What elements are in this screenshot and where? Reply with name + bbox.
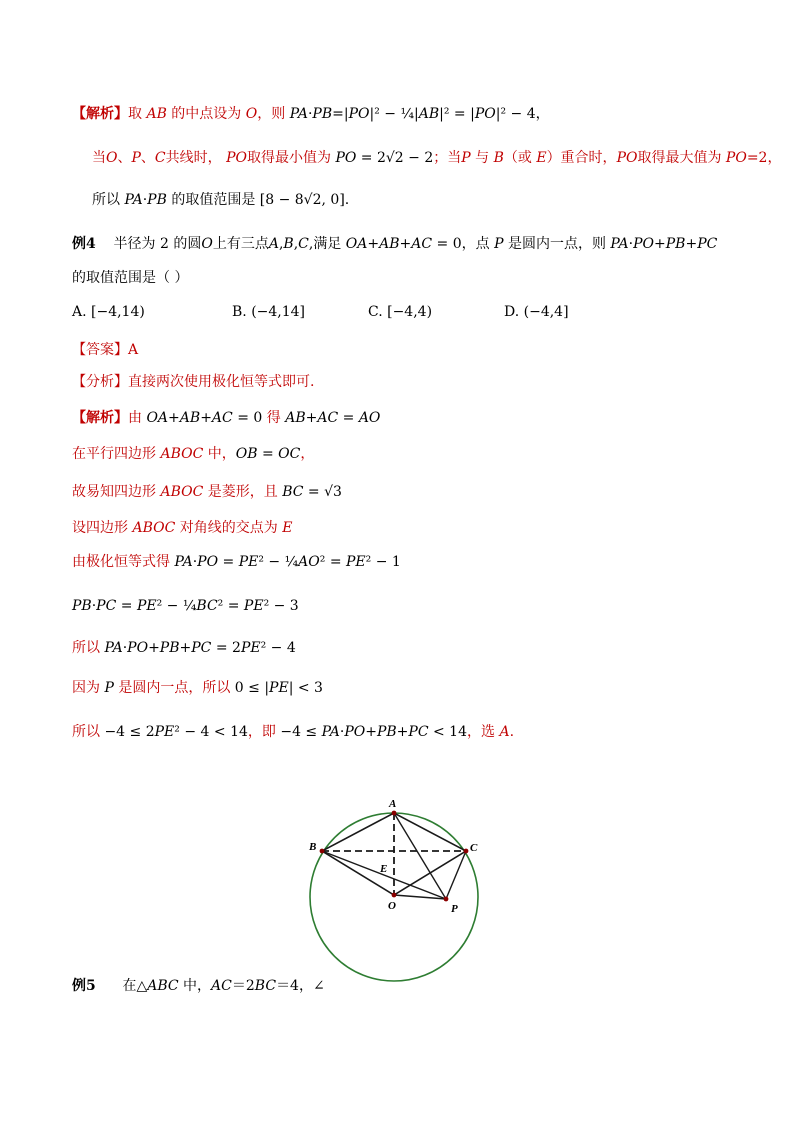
solution-2-line-1: 【解析】由 OA+AB+AC = 0 得 AB+AC = AO: [72, 410, 381, 426]
solution-2-line-9: 所以 −4 ≤ 2PE² − 4 < 14，即 −4 ≤ PA·PO+PB+PC < 14，选 A.: [72, 724, 515, 740]
point-O: [392, 893, 397, 898]
example-4-stem-cont: 的取值范围是（ ）: [72, 270, 189, 286]
point-A: [392, 811, 397, 816]
label-A: A: [389, 798, 397, 810]
answer-line: 【答案】A: [72, 342, 139, 358]
label-P: P: [451, 903, 458, 915]
solution-heading: 【解析】: [72, 106, 128, 122]
solution-2-line-5: 由极化恒等式得 PA·PO = PE² − ¼AO² = PE² − 1: [72, 554, 401, 570]
solution-2-line-8: 因为 P 是圆内一点，所以 0 ≤ |PE| < 3: [72, 680, 323, 696]
segment-CP: [446, 851, 466, 899]
label-C: C: [470, 842, 478, 854]
example-4-stem: 例4 半径为 2 的圆O上有三点A,B,C,满足 OA+AB+AC = 0，点 P 是圆内一点，则 PA·PO+PB+PC: [72, 236, 718, 252]
label-O: O: [388, 900, 396, 912]
solution-2-line-3: 故易知四边形 ABOC 是菱形，且 BC = √3: [72, 484, 342, 500]
solution-2-line-4: 设四边形 ABOC 对角线的交点为 E: [72, 520, 293, 536]
option-c[interactable]: C. [−4,4): [368, 304, 433, 320]
solution-line-3: 所以 PA·PB 的取值范围是 [8 − 8√2, 0].: [92, 192, 350, 208]
solution-text: 取 AB 的中点设为 O，则: [128, 106, 286, 122]
point-B: [320, 849, 325, 854]
geometry-figure: [300, 788, 490, 982]
solution-2-line-2: 在平行四边形 ABOC 中，OB = OC，: [72, 446, 315, 462]
label-B: B: [309, 841, 317, 853]
point-P: [444, 897, 449, 902]
option-d[interactable]: D. (−4,4]: [504, 304, 569, 320]
point-C: [464, 849, 469, 854]
option-a[interactable]: A. [−4,14): [72, 304, 145, 320]
label-E: E: [380, 863, 388, 875]
answer-options: [72, 304, 672, 328]
analysis-line: 【分析】直接两次使用极化恒等式即可.: [72, 374, 315, 390]
solution-line-2: 当O、P、C共线时， PO取得最小值为 PO = 2√2 − 2；当P 与 B（或 E）重合时，PO取得最大值为 PO=2，: [92, 150, 782, 166]
option-b[interactable]: B. (−4,14]: [232, 304, 306, 320]
solution-2-line-7: 所以 PA·PO+PB+PC = 2PE² − 4: [72, 640, 296, 656]
solution-2-line-6: PB·PC = PE² − ¼BC² = PE² − 3: [72, 598, 299, 614]
solution-line-1: 【解析】取 AB 的中点设为 O，则 PA·PB=|PO|² − ¼|AB|² = |PO|² − 4，: [72, 106, 550, 122]
example-5-stem: 例5 在△ABC 中，AC＝2BC＝4，∠: [72, 978, 325, 994]
